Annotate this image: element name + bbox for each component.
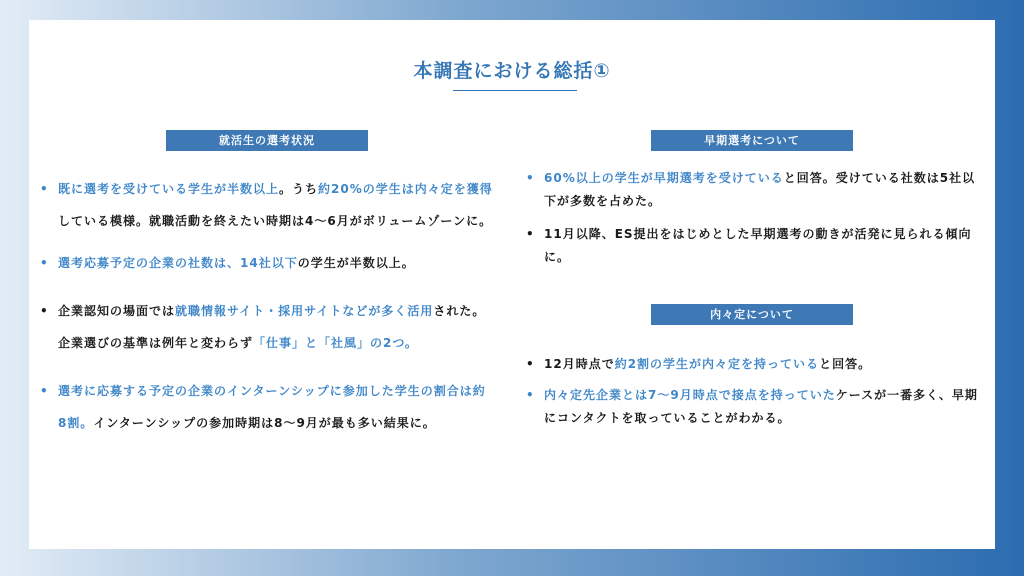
- page-title: 本調査における総括①: [413, 60, 611, 82]
- early-selection-list: [526, 167, 981, 269]
- list-item: [40, 173, 495, 237]
- highlight-text: 既に選考を受けている学生が半数以上: [58, 182, 280, 196]
- body-text: 企業認知の場面では: [58, 304, 176, 318]
- summary-slide: [29, 20, 995, 549]
- highlight-text: 内々定先企業とは7～9月時点で接点を持っていた: [544, 388, 836, 402]
- body-text: と回答。受けている社数は5社以下が多数を占めた。: [544, 171, 976, 208]
- body-text: している模様。就職活動を終えたい時期は4～6月がボリュームゾーンに。: [58, 214, 493, 228]
- job-hunting-status-list: [40, 173, 495, 439]
- list-item: [40, 247, 495, 279]
- highlight-text: 60%以上の学生が早期選考を受けている: [544, 171, 784, 185]
- bullet-icon: •: [40, 256, 49, 270]
- body-text: の学生が半数以上。: [297, 256, 415, 270]
- body-text: 。うち: [279, 182, 319, 196]
- section-label-informal-offer: 内々定について: [651, 304, 853, 325]
- bullet-icon: •: [40, 304, 49, 318]
- section-label-job-hunting-status: 就活生の選考状況: [166, 130, 368, 151]
- list-item: [40, 295, 495, 359]
- body-text: された。企業選びの基準は例年と変わらず: [58, 304, 486, 350]
- bullet-icon: •: [40, 182, 49, 196]
- bullet-icon: •: [526, 388, 535, 402]
- list-item: [526, 167, 981, 213]
- highlight-text: 就職情報サイト・採用サイトなどが多く活用: [175, 304, 434, 318]
- list-item: [526, 223, 981, 269]
- bullet-icon: •: [526, 357, 535, 371]
- highlight-text: 「仕事」と「社風」の2つ。: [253, 336, 418, 350]
- highlight-text: 約2割の学生が内々定を持っている: [614, 357, 820, 371]
- title-underline: [453, 90, 577, 91]
- highlight-text: 選考に応募する予定の企業のインターンシップに参加した学生の割合は約8割。: [58, 384, 486, 430]
- highlight-text: 約20%の学生は内々定を獲得: [318, 182, 493, 196]
- list-item: [40, 375, 495, 439]
- body-text: と回答。: [819, 357, 872, 371]
- bullet-icon: •: [526, 227, 535, 241]
- bullet-icon: •: [40, 384, 49, 398]
- list-item: [526, 353, 986, 376]
- body-text: ケースが一番多く、早期にコンタクトを取っていることがわかる。: [544, 388, 978, 425]
- list-item: [526, 384, 986, 430]
- body-text: 12月時点で: [544, 357, 615, 371]
- highlight-text: 選考応募予定の企業の社数は、14社以下: [58, 256, 298, 270]
- section-label-early-selection: 早期選考について: [651, 130, 853, 151]
- body-text: インターンシップの参加時期は8～9月が最も多い結果に。: [93, 416, 436, 430]
- bullet-icon: •: [526, 171, 535, 185]
- informal-offer-list: [526, 353, 986, 430]
- body-text: 11月以降、ES提出をはじめとした早期選考の動きが活発に見られる傾向に。: [544, 227, 972, 264]
